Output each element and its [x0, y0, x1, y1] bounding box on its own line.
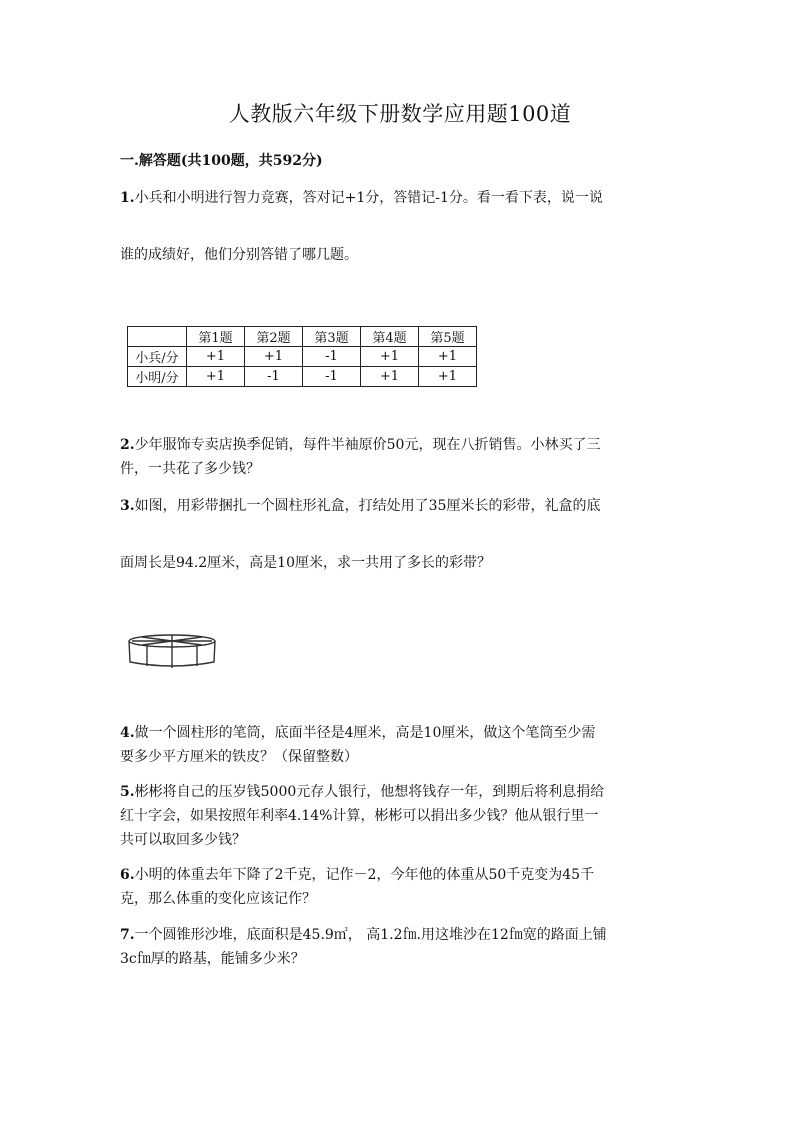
question-3 — [120, 494, 682, 518]
table-header-cell: 第3题 — [303, 327, 361, 347]
question-text: 一个圆锥形沙堆，底面积是45.9㎡， 高1.2㎙.用这堆沙在12㎙宽的路面上铺 — [134, 927, 607, 943]
table-cell: +1 — [187, 347, 245, 367]
question-4 — [120, 721, 682, 769]
table-cell: +1 — [245, 347, 303, 367]
gift-box-cylinder-figure — [127, 632, 219, 672]
question-text: 小明的体重去年下降了2千克，记作－2，今年他的体重从50千克变为45千 — [134, 867, 595, 883]
question-text: 做一个圆柱形的笔筒，底面半径是4厘米，高是10厘米，做这个笔筒至少需 — [134, 725, 596, 741]
table-cell: -1 — [303, 347, 361, 367]
question-text: 小兵和小明进行智力竞赛，答对记+1分，答错记-1分。看一看下表，说一说 — [134, 190, 603, 206]
question-5 — [120, 780, 682, 852]
question-text: 红十字会，如果按照年利率4.14%计算，彬彬可以捐出多少钱？他从银行里一 — [120, 808, 599, 824]
table-cell: -1 — [245, 367, 303, 387]
question-text: 如图，用彩带捆扎一个圆柱形礼盒，打结处用了35厘米长的彩带，礼盒的底 — [134, 498, 601, 514]
question-1-line-2: 谁的成绩好，他们分别答错了哪几题。 — [120, 247, 358, 263]
page-title: 人教版六年级下册数学应用题100道 — [228, 102, 572, 126]
table-row — [128, 347, 477, 367]
section-heading: 一.解答题(共100题，共592分) — [120, 153, 323, 169]
score-table — [127, 326, 477, 387]
question-number: 5. — [120, 784, 135, 800]
table-row — [128, 367, 477, 387]
question-text: 要多少平方厘米的铁皮？（保留整数） — [120, 749, 358, 765]
question-text: 3c㎙厚的路基，能铺多少米？ — [120, 951, 305, 967]
question-text: 共可以取回多少钱？ — [120, 832, 246, 848]
question-text: 彬彬将自己的压岁钱5000元存人银行，他想将钱存一年，到期后将利息捐给 — [134, 784, 605, 800]
table-header-cell: 第2题 — [245, 327, 303, 347]
table-cell: +1 — [361, 347, 419, 367]
table-cell: +1 — [419, 347, 477, 367]
question-number: 4. — [120, 725, 135, 741]
table-cell: +1 — [361, 367, 419, 387]
question-number: 3. — [120, 498, 135, 514]
question-text: 件，一共花了多少钱？ — [120, 461, 260, 477]
question-number: 2. — [120, 437, 135, 453]
question-number: 7. — [120, 927, 135, 943]
question-3-line-2: 面周长是94.2厘米，高是10厘米，求一共用了多长的彩带？ — [120, 555, 491, 571]
question-2 — [120, 433, 682, 481]
question-number: 1. — [120, 190, 135, 206]
question-6 — [120, 863, 682, 911]
question-1 — [120, 186, 682, 210]
question-7 — [120, 923, 682, 971]
table-cell: -1 — [303, 367, 361, 387]
table-corner-cell — [128, 327, 187, 347]
question-text: 克，那么体重的变化应该记作？ — [120, 891, 316, 907]
table-header-row — [128, 327, 477, 347]
table-row-label: 小兵/分 — [128, 347, 187, 367]
table-header-cell: 第4题 — [361, 327, 419, 347]
table-cell: +1 — [419, 367, 477, 387]
question-number: 6. — [120, 867, 135, 883]
table-header-cell: 第1题 — [187, 327, 245, 347]
question-text: 少年服饰专卖店换季促销，每件半袖原价50元，现在八折销售。小林买了三 — [134, 437, 601, 453]
table-header-cell: 第5题 — [419, 327, 477, 347]
table-cell: +1 — [187, 367, 245, 387]
table-row-label: 小明/分 — [128, 367, 187, 387]
